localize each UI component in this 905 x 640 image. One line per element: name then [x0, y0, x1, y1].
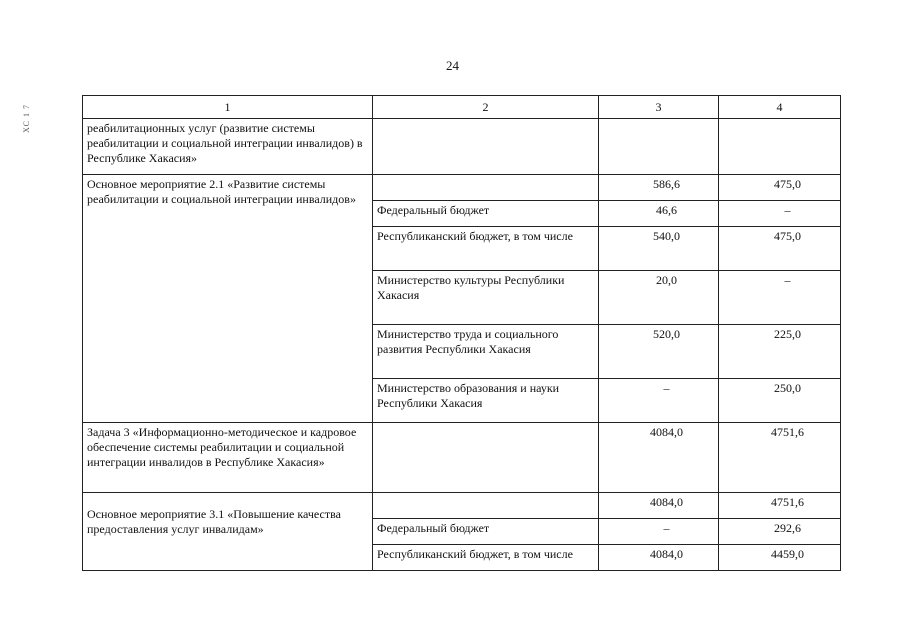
- value-cell: 4084,0: [650, 425, 683, 439]
- margin-mark: ХС 1 7: [22, 104, 31, 133]
- budget-table: [82, 95, 841, 571]
- activity-3-1-title: Основное мероприятие 3.1 «Повышение качества предоставления услуг инвалидам»: [83, 493, 373, 571]
- header-cell-4: 4: [719, 96, 841, 119]
- table-row: [83, 175, 841, 201]
- source-cell: Министерство труда и социального развития Республики Хакасия: [373, 325, 599, 379]
- source-cell: Федеральный бюджет: [373, 519, 599, 545]
- header-cell-3: 3: [599, 96, 719, 119]
- value-cell: –: [784, 273, 791, 287]
- value-cell: [719, 119, 841, 175]
- value-cell: 4084,0: [650, 547, 683, 561]
- continuation-text: реабилитационных услуг (развитие системы реабилитации и социальной интеграции инвалидов) в Республике Хакасия»: [83, 119, 373, 175]
- value-cell: –: [784, 203, 791, 217]
- source-cell: [373, 119, 599, 175]
- table-row: [83, 119, 841, 175]
- source-cell: [373, 493, 599, 519]
- source-cell: Министерство культуры Республики Хакасия: [373, 271, 599, 325]
- value-cell: 20,0: [656, 273, 677, 287]
- value-cell: 475,0: [774, 229, 801, 243]
- source-cell: [373, 423, 599, 493]
- value-cell: 586,6: [653, 177, 680, 191]
- value-cell: 250,0: [774, 381, 801, 395]
- task-3-title: Задача 3 «Информационно-методическое и кадровое обеспечение системы реабилитации и социальной интеграции инвалидов в Республике Хакасия»: [83, 423, 373, 493]
- source-cell: Республиканский бюджет, в том числе: [373, 227, 599, 271]
- value-cell: 4084,0: [650, 495, 683, 509]
- source-cell: Федеральный бюджет: [373, 201, 599, 227]
- source-cell: Республиканский бюджет, в том числе: [373, 545, 599, 571]
- value-cell: 225,0: [774, 327, 801, 341]
- header-cell-1: 1: [83, 96, 373, 119]
- page-number: 24: [446, 58, 459, 73]
- value-cell: 46,6: [656, 203, 677, 217]
- value-cell: –: [663, 381, 670, 395]
- value-cell: 292,6: [774, 521, 801, 535]
- table-row: [83, 423, 841, 493]
- value-cell: 4751,6: [771, 425, 804, 439]
- source-cell: Министерство образования и науки Республики Хакасия: [373, 379, 599, 423]
- table-row: [83, 493, 841, 519]
- value-cell: –: [663, 521, 670, 535]
- activity-2-1-title: Основное мероприятие 2.1 «Развитие системы реабилитации и социальной интеграции инвалидов»: [83, 175, 373, 423]
- header-cell-2: 2: [373, 96, 599, 119]
- value-cell: 540,0: [653, 229, 680, 243]
- value-cell: 4751,6: [771, 495, 804, 509]
- value-cell: 475,0: [774, 177, 801, 191]
- source-cell: [373, 175, 599, 201]
- value-cell: 520,0: [653, 327, 680, 341]
- value-cell: [599, 119, 719, 175]
- value-cell: 4459,0: [771, 547, 804, 561]
- table-header-row: [83, 96, 841, 119]
